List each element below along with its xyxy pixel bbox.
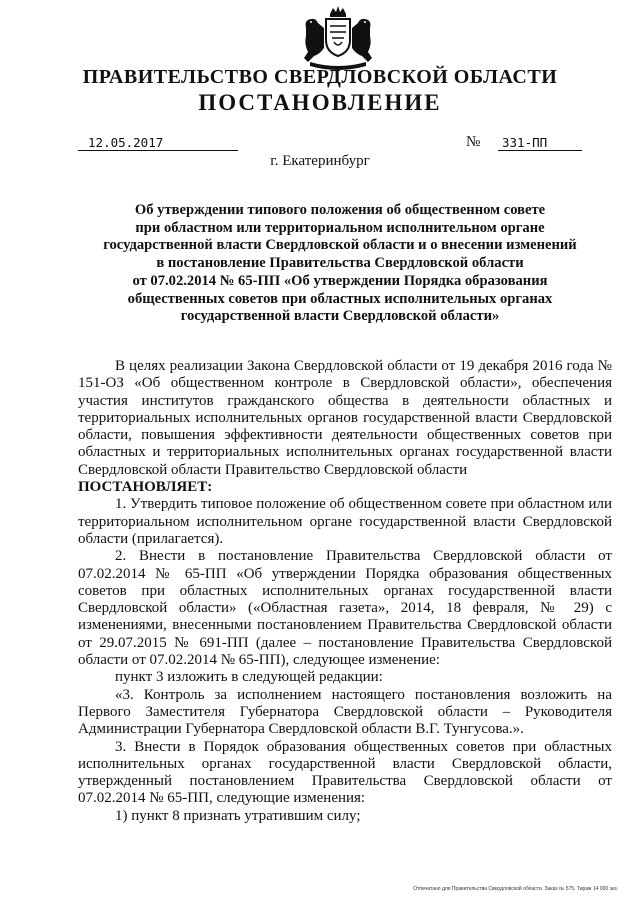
clause-3-paragraph: 3. Внести в Порядок образования общественных советов при областных исполнительных органах государственной власти Свердловской области, утвержденный постановлением Правительства Свердловской области от 07.02.2014 № 65-ПП, следующие изменения: (78, 738, 612, 807)
title-line: общественных советов при областных исполнительных органах (127, 290, 553, 307)
decree-date: 12.05.2017 (78, 135, 238, 151)
print-footer: Отпечатано для Правительства Свердловской области. Заказ № 575. Тираж 14 000 экз. (413, 886, 618, 892)
title-line: Об утверждении типового положения об общественном совете (134, 202, 546, 218)
government-name: ПРАВИТЕЛЬСТВО СВЕРДЛОВСКОЙ ОБЛАСТИ (82, 66, 558, 88)
decree-number: 331-ПП (498, 135, 582, 151)
title-line: при областном или территориальном исполнительном органе (135, 219, 545, 236)
document-type: ПОСТАНОВЛЕНИЕ (198, 90, 442, 115)
clause-3-item-1: 1) пункт 8 признать утратившим силу; (115, 807, 361, 824)
document-body (78, 358, 612, 825)
title-line: от 07.02.2014 № 65-ПП «Об утверждении Порядка образования (132, 272, 548, 289)
preamble-paragraph: В целях реализации Закона Свердловской области от 19 декабря 2016 года № 151-ОЗ «Об общественном контроле в Свердловской области», обеспечения участия институтов гражданского общества в деятельности областных и территориальных исполнительных органов государственной власти Свердловской области, повышения эффективности деятельности общественных советов при областных и территориальных исполнительных органах государственной власти Свердловской области Правительство Свердловской области (78, 358, 612, 478)
decree-number-label: № (466, 134, 481, 150)
sverdlovsk-coat-of-arms-icon (296, 4, 380, 72)
title-line: государственной власти Свердловской области и о внесении изменений (103, 237, 577, 254)
clause-2-paragraph: 2. Внести в постановление Правительства Свердловской области от 07.02.2014 № 65-ПП «Об утверждении Порядка образования общественных советов при областных исполнительных органах государственной власти Свердловской области» («Областная газета», 2014, 18 февраля, № 29) с изменениями, внесенными постановлением Правительства Свердловской области от 29.07.2015 № 691-ПП (далее – постановление Правительства Свердловской области от 07.02.2014 № 65-ПП), следующее изменение: (78, 548, 612, 669)
clause-2-quote: «3. Контроль за исполнением настоящего постановления возложить на Первого Заместителя Губернатора Свердловской области – Руководителя Администрации Губернатора Свердловской области В.Г. Тунгусова.». (78, 686, 612, 738)
title-line: в постановление Правительства Свердловской области (156, 255, 524, 272)
clause-2-subparagraph: пункт 3 изложить в следующей редакции: (115, 669, 383, 686)
title-line: государственной власти Свердловской области» (180, 308, 500, 325)
resolves-heading: ПОСТАНОВЛЯЕТ: (78, 479, 213, 496)
clause-1-paragraph: 1. Утвердить типовое положение об общественном совете при областном или территориальном исполнительном органе государственной власти Свердловской области (прилагается). (78, 496, 612, 547)
city: г. Екатеринбург (270, 153, 370, 169)
document-title (70, 202, 610, 326)
